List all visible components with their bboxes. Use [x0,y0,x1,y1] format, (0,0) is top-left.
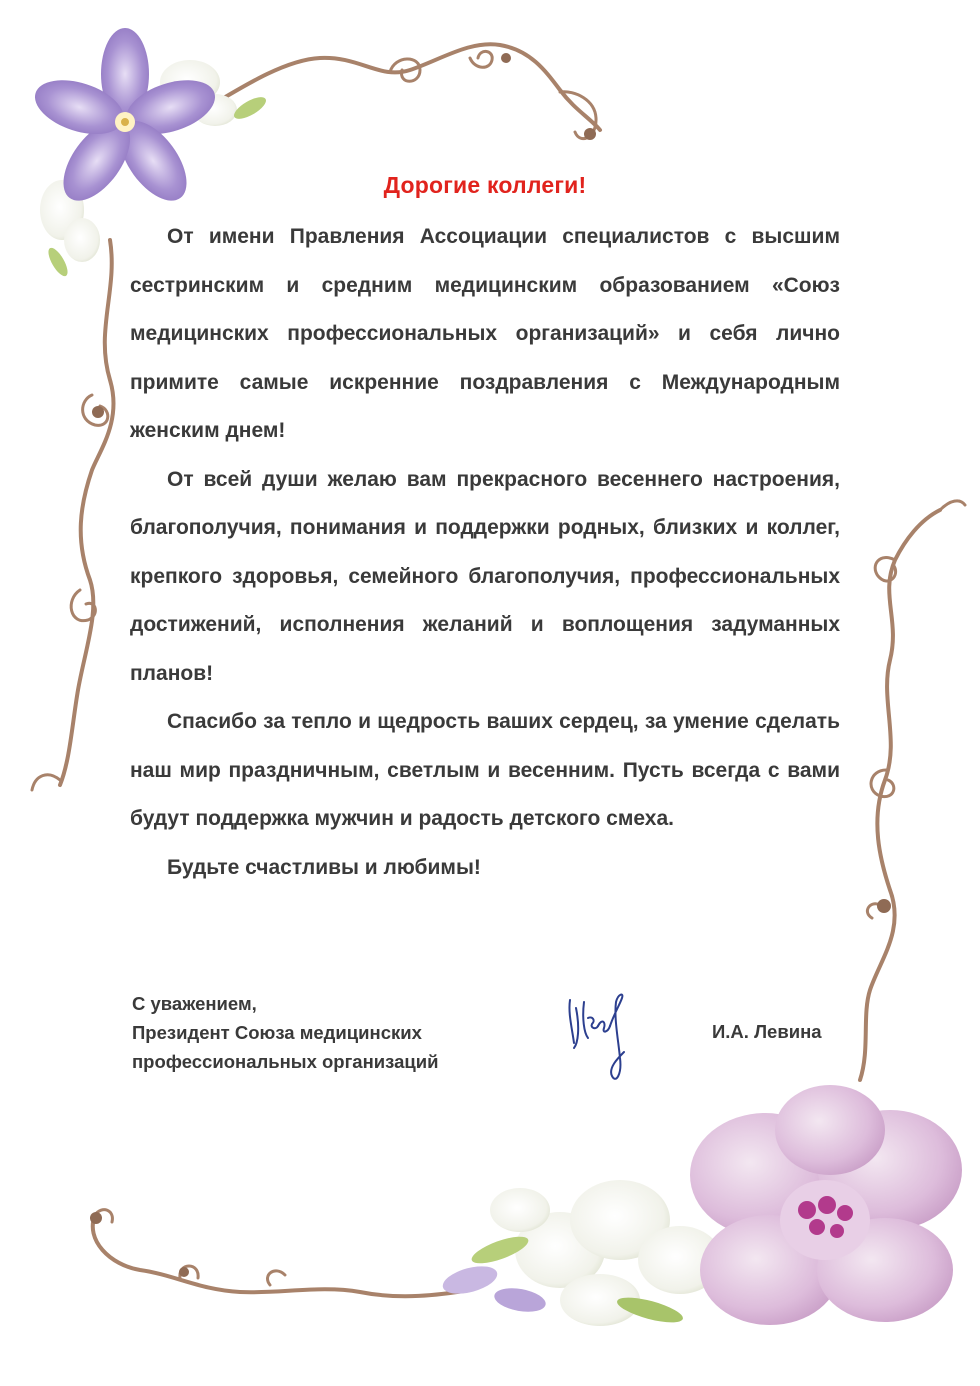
handwritten-signature [562,988,642,1086]
bottom-right-flowers [440,1085,962,1327]
regards-line: С уважением, [132,993,257,1014]
position-line-1: Президент Союза медицинских [132,1022,422,1043]
signer-name: И.А. Левина [712,1021,822,1042]
paragraph-thanks: Спасибо за тепло и щедрость ваших сердец, за умение сделать наш мир праздничным, светлым и весенним. Пусть всегда с вами будут поддержка мужчин и радость детского смеха. [130,710,840,830]
signature-block [132,989,439,1076]
right-vine [860,501,965,1080]
position-line-2: профессиональных организаций [132,1051,439,1072]
paragraph-closing: Будьте счастливы и любимы! [167,855,481,879]
left-vine [32,240,114,790]
letter-body [130,172,840,892]
letter-title: Дорогие коллеги! [383,172,587,198]
bottom-vine [90,1210,470,1297]
paragraph-wishes: От всей души желаю вам прекрасного весеннего настроения, благополучия, понимания и поддержки родных, близких и коллег, крепкого здоровья, семейного благополучия, профессиональных достижений, исполнения желаний и воплощения задуманных планов! [130,467,840,685]
top-vine [190,44,600,140]
paragraph-greeting: От имени Правления Ассоциации специалистов с высшим сестринским и средним медицинским образованием «Союз медицинских профессиональных организаций» и себя лично примите самые искренние поздравления с Международным женским днем! [130,225,840,442]
